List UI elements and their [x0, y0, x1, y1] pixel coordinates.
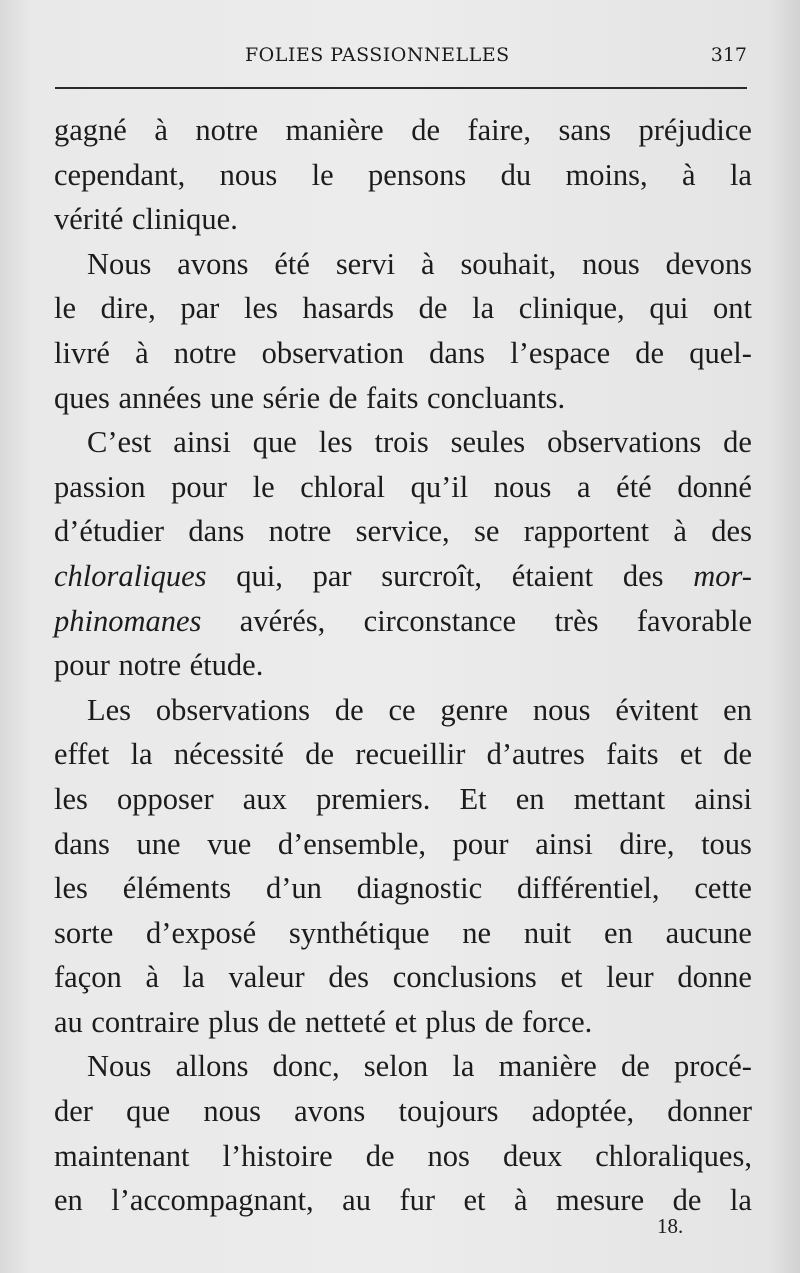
text-line	[54, 1000, 752, 1045]
word: observations	[547, 425, 702, 460]
word: force.	[522, 1004, 593, 1039]
word: de	[328, 380, 358, 415]
word: étaient	[511, 558, 594, 593]
text-line	[54, 599, 752, 644]
word: notre	[195, 113, 259, 147]
word: des	[328, 960, 370, 995]
word: hasards	[302, 291, 395, 326]
text-line	[54, 1044, 752, 1089]
word: les	[54, 781, 88, 816]
word: dire,	[619, 826, 675, 861]
word: été	[616, 469, 652, 504]
word: der	[54, 1094, 93, 1129]
word: procé-	[674, 1049, 752, 1084]
word: différentiel,	[516, 871, 660, 906]
word: de	[621, 1049, 650, 1084]
word: à	[673, 514, 687, 549]
word: une	[136, 826, 181, 861]
word: de	[484, 1004, 514, 1039]
word: les	[243, 291, 278, 326]
word: notre	[118, 648, 182, 683]
signature-mark: 18.	[657, 1214, 684, 1238]
word: mesure	[556, 1183, 645, 1218]
word: ques	[54, 380, 110, 415]
word: en	[515, 781, 545, 816]
word: maintenant	[54, 1138, 190, 1173]
text-line	[54, 1178, 752, 1223]
word: en	[604, 915, 633, 950]
word: C’est	[87, 425, 152, 460]
word: chloraliques,	[595, 1138, 752, 1173]
word: une	[209, 380, 255, 415]
word: diagnostic	[356, 871, 483, 906]
word: nous	[219, 157, 278, 192]
word: selon	[363, 1049, 429, 1084]
word: sans	[558, 113, 611, 147]
word: allons	[175, 1049, 249, 1084]
word: des	[711, 514, 752, 549]
word: clinique.	[131, 202, 238, 237]
text-line	[54, 331, 752, 376]
word: de	[365, 1138, 395, 1173]
word: Nous	[87, 1049, 152, 1084]
word: en	[54, 1183, 83, 1218]
word: pour	[171, 469, 228, 504]
text-line	[54, 197, 752, 242]
word: au	[54, 1004, 83, 1039]
text-line	[54, 465, 752, 510]
word: que	[252, 425, 297, 460]
word: et	[394, 1004, 417, 1039]
text-line	[54, 554, 752, 599]
header-rule	[55, 87, 747, 89]
word: cette	[694, 871, 752, 906]
text-line	[54, 509, 752, 554]
word: la	[729, 157, 752, 192]
word: la	[729, 1183, 752, 1218]
word: conclusions	[392, 960, 537, 995]
word: l’accompagnant,	[111, 1183, 314, 1218]
word: que	[126, 1094, 171, 1129]
word: par	[312, 558, 352, 593]
word: notre	[173, 335, 237, 370]
running-title: FOLIES PASSIONNELLES	[245, 44, 510, 66]
word: très	[554, 603, 599, 638]
word: préjudice	[638, 113, 752, 147]
word: à	[135, 335, 149, 370]
word: aux	[242, 781, 287, 816]
word: service,	[355, 514, 450, 549]
word: de	[267, 1004, 297, 1039]
text-line	[54, 643, 752, 688]
word: de	[418, 291, 448, 326]
word: ce	[388, 692, 416, 727]
word: dans	[188, 514, 245, 549]
text-line	[54, 866, 752, 911]
word: étude.	[189, 648, 264, 683]
word: observation	[261, 335, 404, 370]
word: effet	[54, 737, 110, 772]
word: Les	[87, 692, 132, 727]
word: faits	[365, 380, 419, 415]
word: synthétique	[288, 915, 430, 950]
word: avons	[294, 1094, 366, 1129]
word: série	[262, 380, 321, 415]
word: les	[54, 871, 88, 906]
word: la	[452, 1049, 475, 1084]
word: ainsi	[694, 781, 752, 816]
word: livré	[54, 335, 110, 370]
text-line	[54, 955, 752, 1000]
word: favorable	[636, 603, 752, 638]
word: toujours	[398, 1094, 499, 1129]
word: seules	[450, 425, 526, 460]
word: de	[305, 737, 335, 772]
word: nous	[203, 1094, 261, 1129]
word: d’autres	[486, 737, 585, 772]
word: l’espace	[510, 335, 611, 370]
word: aucune	[665, 915, 752, 950]
word: a	[577, 469, 591, 504]
word: chloral	[300, 469, 385, 504]
word: ne	[462, 915, 492, 950]
word: cependant,	[54, 157, 186, 192]
word: notre	[268, 514, 332, 549]
text-line	[54, 777, 752, 822]
word: dans	[429, 335, 486, 370]
word: valeur	[228, 960, 305, 995]
word: mor-	[693, 558, 752, 593]
word: deux	[502, 1138, 563, 1173]
word: dans	[54, 826, 110, 861]
word: phinomanes	[54, 603, 202, 638]
word: passion	[54, 469, 146, 504]
word: ainsi	[535, 826, 593, 861]
word: concluants.	[427, 380, 566, 415]
word: adoptée,	[531, 1094, 635, 1129]
word: moins,	[565, 157, 648, 192]
word: sorte	[54, 915, 114, 950]
word: donc,	[272, 1049, 340, 1084]
text-line	[54, 108, 752, 153]
word: de	[411, 113, 440, 147]
word: surcroît,	[381, 558, 483, 593]
word: faire,	[467, 113, 531, 147]
word: la	[182, 960, 205, 995]
word: à	[682, 157, 696, 192]
page-number: 317	[710, 44, 747, 66]
text-line	[54, 286, 752, 331]
word: de	[723, 425, 752, 460]
word: Nous	[87, 246, 152, 281]
word: qui	[649, 291, 689, 326]
text-line	[54, 822, 752, 867]
word: dire,	[100, 291, 156, 326]
word: servi	[335, 246, 396, 281]
word: ont	[712, 291, 752, 326]
word: été	[274, 246, 310, 281]
word: à	[145, 960, 159, 995]
word: en	[723, 692, 752, 727]
word: clinique,	[518, 291, 625, 326]
word: l’histoire	[222, 1138, 333, 1173]
word: évitent	[615, 692, 699, 727]
body-text	[54, 108, 752, 1223]
word: vérité	[54, 202, 124, 237]
text-line	[54, 420, 752, 465]
word: nous	[532, 692, 591, 727]
text-line	[54, 688, 752, 733]
word: d’exposé	[146, 915, 257, 950]
word: quel-	[689, 335, 752, 370]
word: nuit	[523, 915, 572, 950]
text-line	[54, 242, 752, 287]
word: à	[421, 246, 435, 281]
word: chloraliques	[54, 558, 207, 593]
word: faits	[606, 737, 659, 772]
word: pensons	[367, 157, 467, 192]
word: pour	[54, 648, 110, 683]
word: par	[180, 291, 220, 326]
text-line	[54, 732, 752, 777]
word: la	[472, 291, 495, 326]
word: à	[514, 1183, 528, 1218]
word: donner	[667, 1094, 752, 1129]
word: tous	[701, 826, 752, 861]
word: d’ensemble,	[277, 826, 427, 861]
word: vue	[207, 826, 252, 861]
word: donné	[677, 469, 752, 504]
word: les	[318, 425, 353, 460]
text-line	[54, 911, 752, 956]
word: le	[252, 469, 275, 504]
word: gagné	[54, 113, 127, 147]
word: manière	[498, 1049, 597, 1084]
word: le	[311, 157, 334, 192]
word: de	[635, 335, 665, 370]
word: premiers.	[315, 781, 431, 816]
word: au	[342, 1183, 371, 1218]
word: opposer	[117, 781, 214, 816]
word: éléments	[122, 871, 232, 906]
word: contraire	[91, 1004, 200, 1039]
word: façon	[54, 960, 122, 995]
text-line	[54, 1134, 752, 1179]
word: du	[500, 157, 532, 192]
word: fur	[399, 1183, 436, 1218]
word: Et	[459, 781, 487, 816]
word: qu’il	[410, 469, 469, 504]
word: nécessité	[173, 737, 284, 772]
word: circonstance	[363, 603, 517, 638]
text-line	[54, 376, 752, 421]
page-header	[55, 44, 747, 74]
word: pour	[452, 826, 509, 861]
word: trois	[374, 425, 429, 460]
word: de	[334, 692, 364, 727]
word: de	[672, 1183, 702, 1218]
word: avérés,	[239, 603, 326, 638]
word: genre	[440, 692, 509, 727]
word: à	[154, 113, 168, 147]
word: netteté	[304, 1004, 387, 1039]
text-line	[54, 1089, 752, 1134]
word: devons	[665, 246, 752, 281]
word: de	[723, 737, 752, 772]
word: observations	[155, 692, 311, 727]
word: nous	[582, 246, 640, 281]
word: années	[118, 380, 202, 415]
word: avons	[177, 246, 249, 281]
word: et	[679, 737, 702, 772]
word: des	[622, 558, 664, 593]
word: nos	[427, 1138, 470, 1173]
word: et	[463, 1183, 486, 1218]
text-line	[54, 153, 752, 198]
word: souhait,	[460, 246, 557, 281]
word: d’étudier	[54, 514, 165, 549]
word: d’un	[265, 871, 322, 906]
word: le	[54, 291, 77, 326]
word: la	[130, 737, 153, 772]
word: qui,	[236, 558, 283, 593]
word: et	[560, 960, 583, 995]
word: leur	[606, 960, 654, 995]
word: manière	[285, 113, 384, 147]
word: nous	[493, 469, 552, 504]
word: recueillir	[355, 737, 466, 772]
word: rapportent	[523, 514, 650, 549]
word: plus	[208, 1004, 260, 1039]
word: donne	[677, 960, 752, 995]
word: mettant	[573, 781, 666, 816]
word: se	[474, 514, 500, 549]
word: plus	[425, 1004, 477, 1039]
word: ainsi	[173, 425, 231, 460]
